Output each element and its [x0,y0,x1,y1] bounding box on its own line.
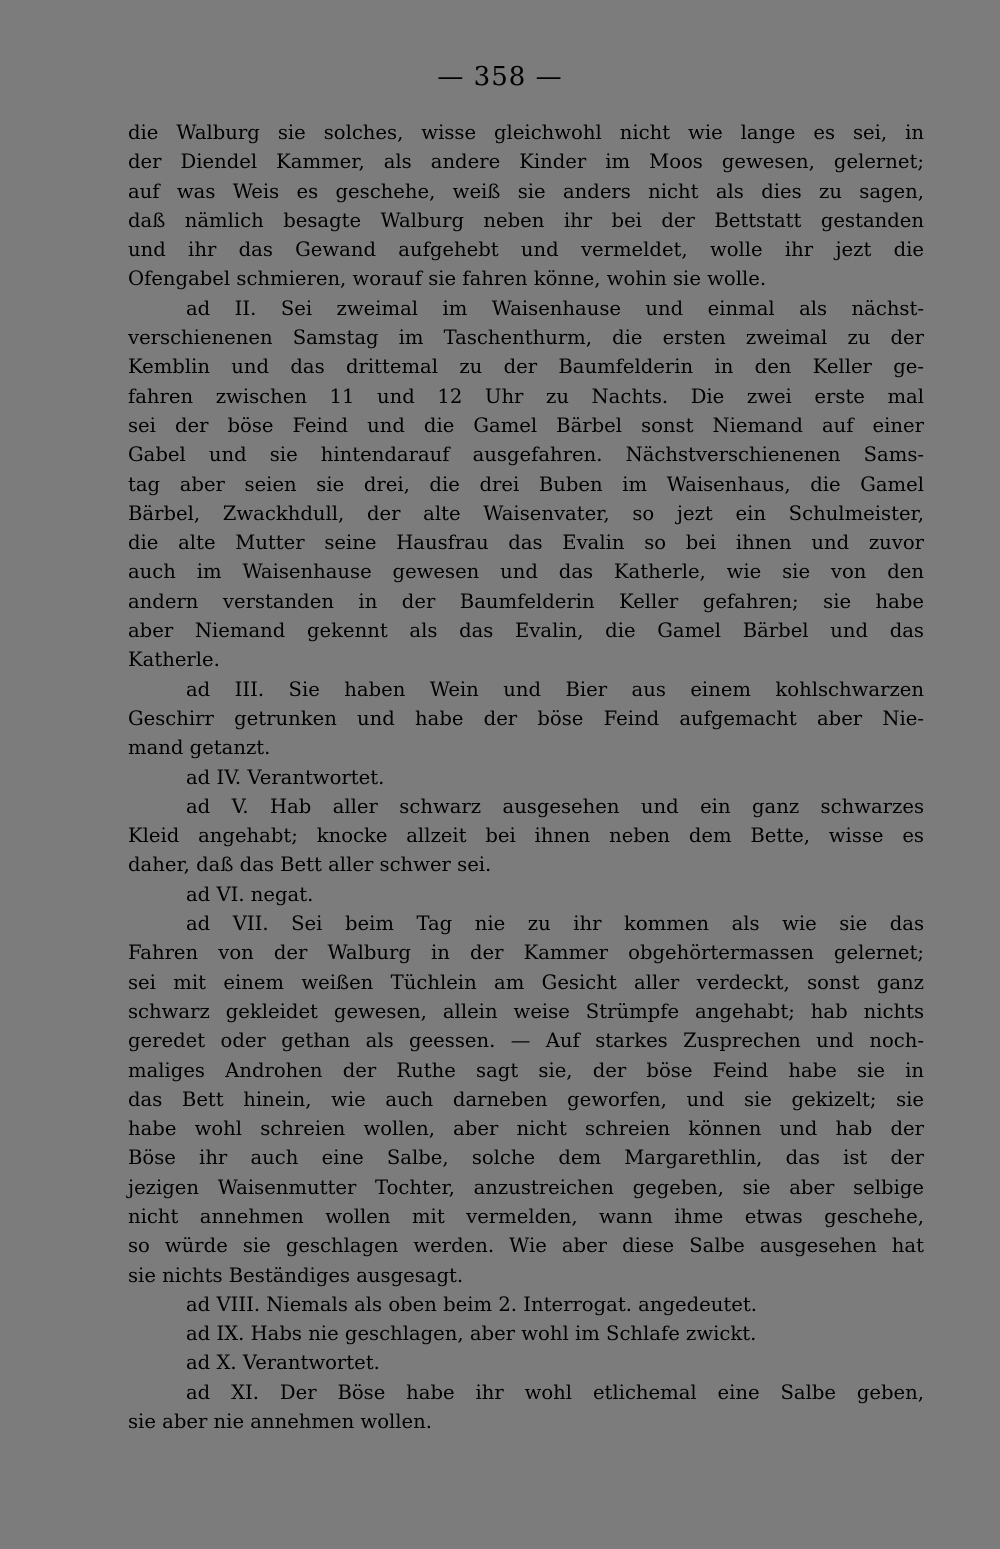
paragraph-ad-vi [128,880,924,909]
text-line: geredet oder gethan als geessen. — Auf starkes Zusprechen und noch- [128,1029,924,1053]
paragraph-ad-v [128,792,924,880]
text-line: sie aber nie annehmen wollen. [128,1410,432,1434]
text-line: das Bett hinein, wie auch darneben geworfen, und sie gekizelt; sie [128,1087,924,1111]
text-line: die alte Mutter seine Hausfrau das Evalin so bei ihnen und zuvor [128,531,924,555]
text-line: jezigen Waisenmutter Tochter, anzustreichen gegeben, sie aber selbige [128,1175,924,1199]
text-line: habe wohl schreien wollen, aber nicht schreien können und hab der [128,1117,924,1141]
text-line: ad IV. Verantwortet. [186,765,385,789]
text-line: sei mit einem weißen Tüchlein am Gesicht aller verdeckt, sonst ganz [128,970,924,994]
paragraph [128,118,924,294]
text-line: daher, daß das Bett aller schwer sei. [128,853,492,877]
text-line: Fahren von der Walburg in der Kammer obgehörtermassen gelernet; [128,941,924,965]
paragraph-ad-ix [128,1319,924,1348]
text-line: mand getanzt. [128,736,271,760]
text-line: Böse ihr auch eine Salbe, solche dem Margarethlin, das ist der [128,1146,924,1170]
text-line: so würde sie geschlagen werden. Wie aber diese Salbe ausgesehen hat [128,1234,924,1258]
paragraph-ad-ii [128,294,924,675]
text-line: und ihr das Gewand aufgehebt und vermeldet, wolle ihr jezt die [128,238,924,262]
text-line: aber Niemand gekennt als das Evalin, die Gamel Bärbel und das [128,619,924,643]
text-line: ad V. Hab aller schwarz ausgesehen und ein ganz schwarzes [186,794,924,818]
paragraph-ad-iv [128,763,924,792]
paragraph-ad-vii [128,909,924,1290]
text-line: daß nämlich besagte Walburg neben ihr bei der Bettstatt gestanden [128,208,924,232]
text-line: sei der böse Feind und die Gamel Bärbel sonst Niemand auf einer [128,413,924,437]
text-line: maliges Androhen der Ruthe sagt sie, der böse Feind habe sie in [128,1058,924,1082]
text-line: auch im Waisenhause gewesen und das Katherle, wie sie von den [128,560,924,584]
text-line: auf was Weis es geschehe, weiß sie anders nicht als dies zu sagen, [128,179,924,203]
paragraph-ad-viii [128,1290,924,1319]
text-line: Kemblin und das drittemal zu der Baumfelderin in den Keller ge- [128,355,924,379]
text-line: ad XI. Der Böse habe ihr wohl etlichemal eine Salbe geben, [186,1380,924,1404]
text-line: der Diendel Kammer, als andere Kinder im Moos gewesen, gelernet; [128,150,924,174]
text-line: Katherle. [128,648,220,672]
text-line: andern verstanden in der Baumfelderin Keller gefahren; sie habe [128,589,924,613]
text-line: tag aber seien sie drei, die drei Buben im Waisenhaus, die Gamel [128,472,924,496]
text-line: verschienenen Samstag im Taschenthurm, die ersten zweimal zu der [128,326,924,350]
paragraph-ad-xi [128,1378,924,1437]
text-line: fahren zwischen 11 und 12 Uhr zu Nachts. Die zwei erste mal [128,384,924,408]
text-line: schwarz gekleidet gewesen, allein weise Strümpfe angehabt; hab nichts [128,999,924,1023]
text-line: ad X. Verantwortet. [186,1351,380,1375]
text-line: Kleid angehabt; knocke allzeit bei ihnen neben dem Bette, wisse es [128,824,924,848]
text-line: Ofengabel schmieren, worauf sie fahren könne, wohin sie wolle. [128,267,767,291]
page-body [128,118,924,1436]
page-number: — 358 — [437,62,563,92]
text-line: nicht annehmen wollen mit vermelden, wann ihme etwas geschehe, [128,1204,924,1228]
paragraph-ad-x [128,1348,924,1377]
text-line: ad VI. negat. [186,882,314,906]
paragraph-ad-iii [128,675,924,763]
text-line: die Walburg sie solches, wisse gleichwohl nicht wie lange es sei, in [128,121,924,144]
text-line: ad VII. Sei beim Tag nie zu ihr kommen als wie sie das [186,912,924,936]
text-line: ad VIII. Niemals als oben beim 2. Interrogat. angedeutet. [186,1292,757,1316]
text-line: Geschirr getrunken und habe der böse Feind aufgemacht aber Nie- [128,706,924,730]
text-line: ad II. Sei zweimal im Waisenhause und einmal als nächst- [186,296,924,320]
text-line: ad III. Sie haben Wein und Bier aus einem kohlschwarzen [186,677,924,701]
text-line: ad IX. Habs nie geschlagen, aber wohl im Schlafe zwickt. [186,1322,757,1346]
text-line: sie nichts Beständiges ausgesagt. [128,1263,464,1287]
text-line: Bärbel, Zwackhdull, der alte Waisenvater, so jezt ein Schulmeister, [128,501,924,525]
text-line: Gabel und sie hintendarauf ausgefahren. Nächstverschienenen Sams- [128,443,924,467]
